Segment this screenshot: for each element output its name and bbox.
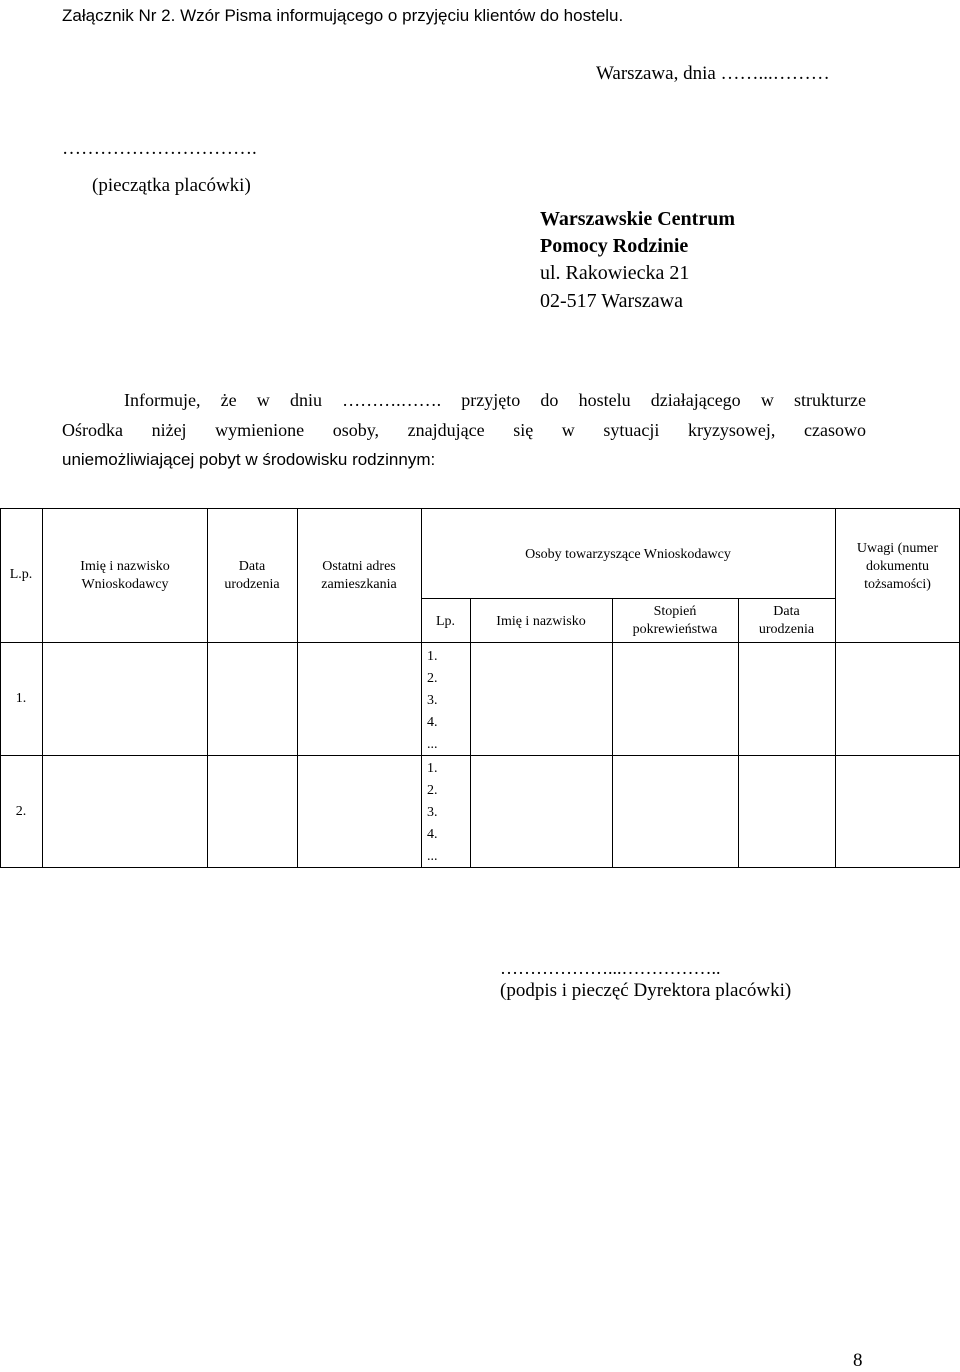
header-last-address: Ostatni adres zamieszkania xyxy=(321,559,397,592)
header-lp: L.p. xyxy=(9,567,33,582)
body-line-3: uniemożliwiającej pobyt w środowisku rodzinnym: xyxy=(62,450,436,469)
row-2-companion-more: ... xyxy=(427,849,438,864)
page-number: 8 xyxy=(853,1350,863,1371)
row-2-companion-1: 1. xyxy=(427,761,438,776)
row-1-companion-1: 1. xyxy=(427,649,438,664)
row-2-companion-4: 4. xyxy=(427,827,438,842)
header-applicant-name: Imię i nazwisko Wnioskodawcy xyxy=(80,559,170,592)
date-line: Warszawa, dnia ……...……… xyxy=(596,63,830,84)
header-notes: Uwagi (numer dokumentu tożsamości) xyxy=(856,541,939,592)
signature-dots: ………………...…………….. xyxy=(500,958,721,978)
row-1-companion-3: 3. xyxy=(427,693,438,708)
stamp-dots: …………………………. xyxy=(62,138,257,159)
body-paragraph xyxy=(62,385,866,445)
subheader-name: Imię i nazwisko xyxy=(496,614,586,629)
body-line-1: Informuje, że w dniu ……….……. przyjęto do hostelu działającego w strukturze xyxy=(124,390,866,410)
row-2-lp: 2. xyxy=(15,804,27,819)
recipient-line-3: ul. Rakowiecka 21 xyxy=(540,262,690,284)
signature-label: (podpis i pieczęć Dyrektora placówki) xyxy=(500,980,792,1001)
subheader-lp: Lp. xyxy=(435,614,456,629)
stamp-label: (pieczątka placówki) xyxy=(92,175,251,196)
row-1-companion-4: 4. xyxy=(427,715,438,730)
recipient-line-4: 02-517 Warszawa xyxy=(540,290,683,312)
header-companions: Osoby towarzyszące Wnioskodawcy xyxy=(525,547,731,562)
subheader-relation: Stopień pokrewieństwa xyxy=(632,604,718,637)
body-line-2: Ośrodka niżej wymienione osoby, znajdujące się w sytuacji kryzysowej, czasowo xyxy=(62,420,866,440)
row-2-companion-3: 3. xyxy=(427,805,438,820)
row-2-companion-2: 2. xyxy=(427,783,438,798)
document-header: Załącznik Nr 2. Wzór Pisma informującego o przyjęciu klientów do hostelu. xyxy=(62,6,624,25)
recipient-line-2: Pomocy Rodzinie xyxy=(540,235,689,257)
row-1-companion-2: 2. xyxy=(427,671,438,686)
row-1-lp: 1. xyxy=(15,691,27,706)
row-1-companion-more: ... xyxy=(427,737,438,752)
header-date-of-birth: Data urodzenia xyxy=(224,559,280,592)
subheader-date-of-birth: Data urodzenia xyxy=(758,604,815,637)
recipient-line-1: Warszawskie Centrum xyxy=(540,208,735,230)
